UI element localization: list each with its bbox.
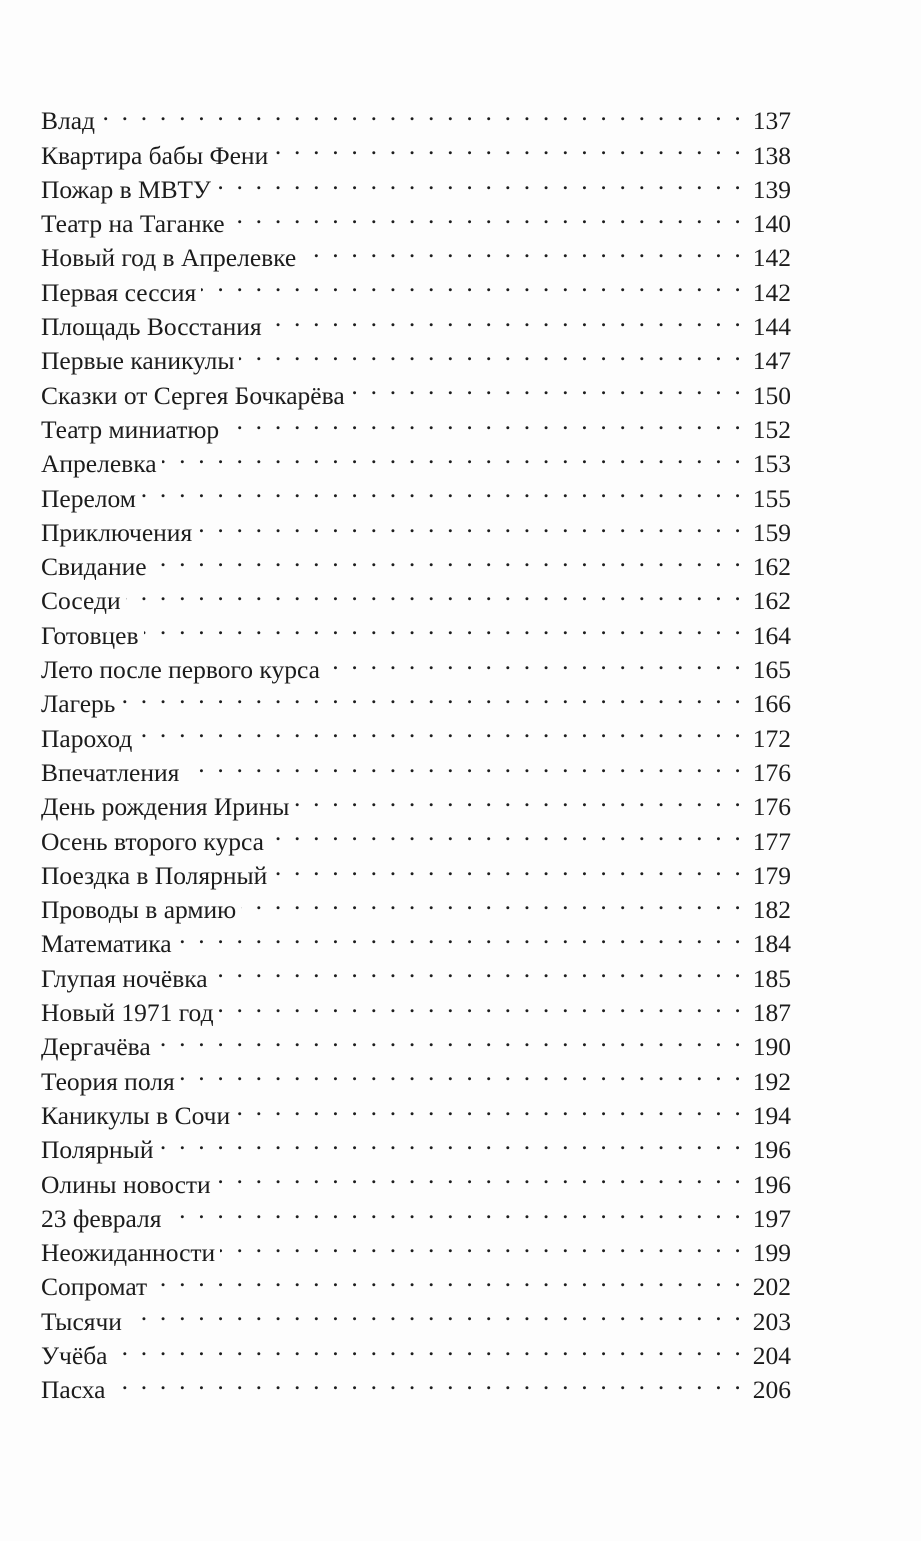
toc-entry-title: Дергачёва (41, 1032, 151, 1062)
toc-entry-title: Театр миниатюр (41, 414, 220, 444)
toc-entry-title: Влад (41, 106, 96, 136)
toc-entry (41, 609, 791, 650)
dot-leader (141, 472, 744, 506)
dot-leader (219, 987, 744, 1021)
toc-entry-page-number: 155 (752, 483, 791, 513)
toc-entry-page-number: 153 (752, 449, 791, 479)
toc-entry (41, 1055, 791, 1096)
toc-entry-page-number: 192 (752, 1066, 791, 1096)
toc-entry (41, 644, 791, 685)
dot-leader (201, 266, 744, 300)
dot-leader (350, 369, 744, 403)
toc-entry-page-number: 182 (752, 895, 791, 925)
dot-leader (241, 884, 744, 918)
dot-leader (216, 1158, 744, 1192)
toc-entry (41, 507, 791, 547)
dot-leader (120, 678, 744, 712)
toc-entry-title: Сказки от Сергея Бочкарёва (41, 380, 345, 410)
dot-leader (180, 1055, 744, 1089)
toc-entry-page-number: 164 (752, 620, 791, 650)
toc-entry-title: Новый 1971 год (41, 998, 214, 1028)
toc-entry-page-number: 142 (752, 277, 791, 307)
toc-entry-page-number: 199 (752, 1238, 791, 1268)
dot-leader (267, 301, 744, 335)
toc-entry-title: Первые каникулы (41, 346, 235, 376)
dot-leader (272, 850, 744, 884)
toc-entry-page-number: 176 (752, 757, 791, 787)
dot-leader (127, 1295, 744, 1329)
toc-entry-title: Соседи (41, 586, 121, 616)
toc-entry-title: Приключения (41, 517, 193, 547)
dot-leader (144, 609, 744, 643)
dot-leader (152, 1261, 744, 1295)
toc-entry-page-number: 179 (752, 860, 791, 890)
dot-leader (197, 507, 744, 541)
dot-leader (167, 1193, 744, 1227)
toc-entry-title: Впечатления (41, 757, 180, 787)
toc-entry-title: Олины новости (41, 1169, 211, 1199)
toc-entry (41, 95, 791, 136)
toc-entry-title: Новый год в Апрелевке (41, 243, 297, 273)
toc-entry-title: Пожар в МВТУ (41, 174, 211, 204)
toc-entry-title: Перелом (41, 483, 136, 513)
toc-entry-title: 23 февраля (41, 1203, 162, 1233)
dot-leader (126, 575, 744, 609)
toc-entry-title: Лагерь (41, 689, 116, 719)
toc-entry (41, 129, 791, 170)
toc-entry-page-number: 206 (752, 1375, 791, 1405)
dot-leader (100, 95, 744, 129)
dot-leader (184, 747, 744, 781)
toc-entry-title: Полярный (41, 1135, 154, 1165)
toc-entry-page-number: 190 (752, 1032, 791, 1062)
toc-entry-page-number: 204 (752, 1340, 791, 1370)
toc-entry-title: Проводы в армию (41, 895, 237, 925)
toc-entry-page-number: 196 (752, 1169, 791, 1199)
toc-entry-page-number: 139 (752, 174, 791, 204)
toc-entry-title: Тысячи (41, 1306, 122, 1336)
toc-entry-page-number: 187 (752, 998, 791, 1028)
toc-entry-page-number: 147 (752, 346, 791, 376)
toc-entry-title: Квартира бабы Фени (41, 140, 269, 170)
dot-leader (158, 1124, 744, 1158)
toc-entry-title: Осень второго курса (41, 826, 264, 856)
toc-entry-title: Свидание (41, 552, 147, 582)
toc-entry-page-number: 137 (752, 106, 791, 136)
dot-leader (294, 781, 744, 815)
toc-entry-page-number: 165 (752, 655, 791, 685)
dot-leader (177, 918, 744, 952)
dot-leader (325, 644, 744, 678)
toc-entry-page-number: 196 (752, 1135, 791, 1165)
dot-leader (239, 335, 744, 369)
toc-entry-page-number: 185 (752, 963, 791, 993)
toc-entry-title: Первая сессия (41, 277, 197, 307)
dot-leader (269, 815, 744, 849)
toc-entry-page-number: 144 (752, 312, 791, 342)
toc-entry (41, 1330, 791, 1370)
toc-entry-page-number: 138 (752, 140, 791, 170)
toc-entry-page-number: 177 (752, 826, 791, 856)
toc-entry-page-number: 203 (752, 1306, 791, 1336)
dot-leader (113, 1330, 745, 1364)
dot-leader (137, 712, 744, 746)
toc-entry-page-number: 140 (752, 209, 791, 239)
dot-leader (220, 1227, 744, 1261)
toc-entry-page-number: 166 (752, 689, 791, 719)
toc-entry-title: Неожиданности (41, 1238, 216, 1268)
dot-leader (110, 1364, 744, 1398)
toc-entry-page-number: 152 (752, 414, 791, 444)
dot-leader (156, 1021, 744, 1055)
toc-entry (41, 712, 791, 753)
toc-entry (41, 1364, 791, 1405)
toc-entry-page-number: 184 (752, 929, 791, 959)
toc-entry-title: Глупая ночёвка (41, 963, 208, 993)
dot-leader (273, 129, 744, 163)
toc-entry-page-number: 202 (752, 1272, 791, 1302)
toc-entry (41, 1261, 791, 1302)
toc-entry-page-number: 159 (752, 517, 791, 547)
toc-entry-title: Сопромат (41, 1272, 148, 1302)
toc-entry-title: День рождения Ирины (41, 792, 290, 822)
toc-entry (41, 747, 791, 787)
toc-entry (41, 472, 791, 513)
toc-entry-title: Театр на Таганке (41, 209, 225, 239)
toc-entry (41, 541, 791, 582)
toc-entry-title: Каникулы в Сочи (41, 1100, 231, 1130)
table-of-contents (41, 95, 791, 1405)
toc-entry-title: Пасха (41, 1375, 106, 1405)
dot-leader (235, 1090, 744, 1124)
toc-entry-page-number: 142 (752, 243, 791, 273)
dot-leader (216, 164, 744, 198)
dot-leader (213, 952, 744, 986)
dot-leader (301, 232, 744, 266)
toc-entry-page-number: 194 (752, 1100, 791, 1130)
toc-entry-page-number: 150 (752, 380, 791, 410)
toc-entry-title: Готовцев (41, 620, 139, 650)
toc-entry-title: Учёба (41, 1340, 108, 1370)
toc-entry-title: Апрелевка (41, 449, 157, 479)
toc-entry-title: Площадь Восстания (41, 312, 262, 342)
toc-entry-title: Лето после первого курса (41, 655, 320, 685)
toc-entry-title: Теория поля (41, 1066, 175, 1096)
toc-entry-title: Математика (41, 929, 172, 959)
toc-entry-title: Поездка в Полярный (41, 860, 268, 890)
dot-leader (224, 404, 744, 438)
dot-leader (162, 438, 744, 472)
toc-entry-page-number: 162 (752, 586, 791, 616)
dot-leader (230, 198, 744, 232)
toc-entry (41, 678, 791, 719)
toc-entry-title: Пароход (41, 723, 133, 753)
toc-entry-page-number: 172 (752, 723, 791, 753)
toc-entry-page-number: 162 (752, 552, 791, 582)
toc-entry-page-number: 176 (752, 792, 791, 822)
toc-entry (41, 575, 791, 616)
toc-entry-page-number: 197 (752, 1203, 791, 1233)
dot-leader (152, 541, 744, 575)
toc-entry (41, 1295, 791, 1336)
